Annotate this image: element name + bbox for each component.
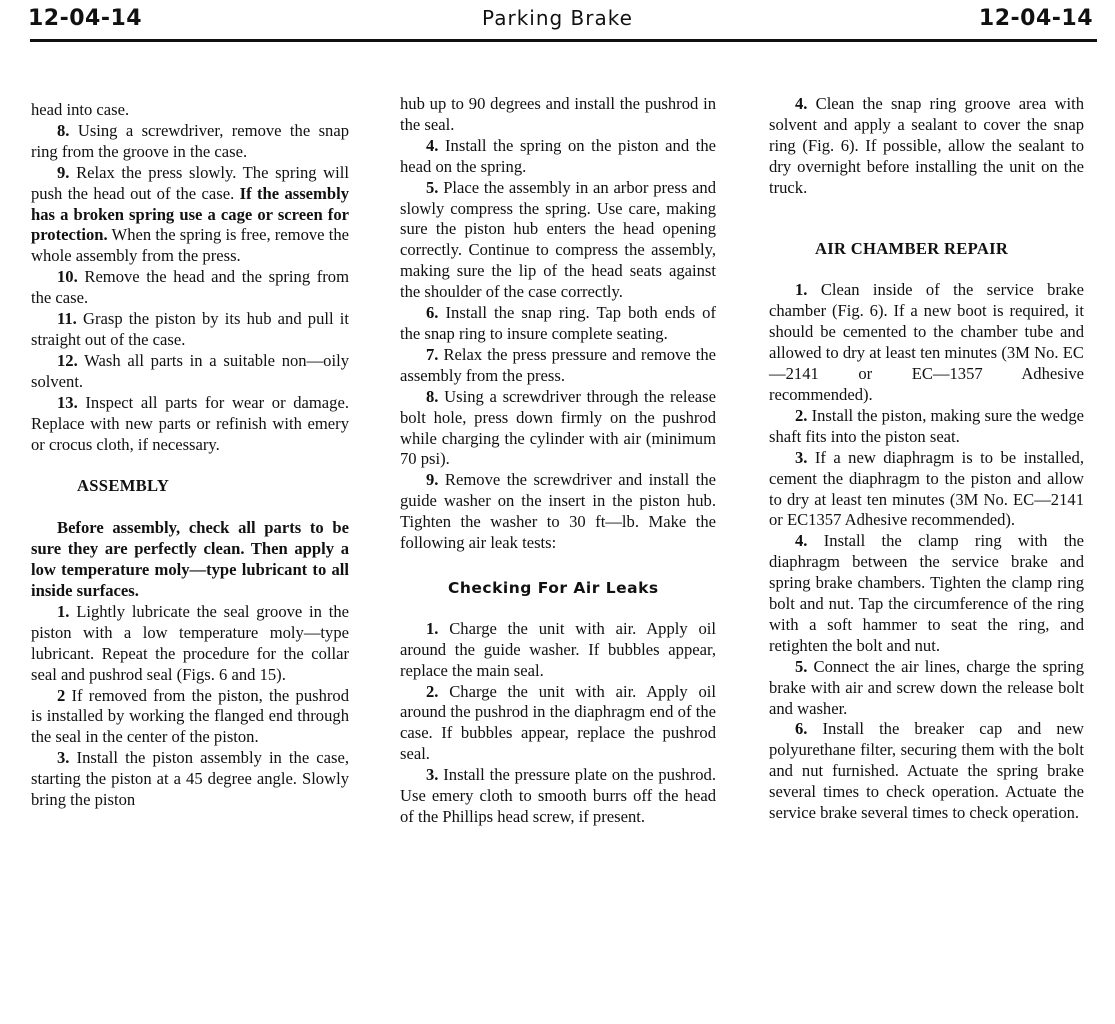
step-number: 8. <box>426 386 439 406</box>
paragraph: hub up to 90 degrees and install the pushrod in the seal. <box>400 94 716 134</box>
step-number: 1. <box>57 601 70 621</box>
assembly-step-8 <box>400 387 716 471</box>
step-text: Install the breaker cap and new polyurethane filter, securing them with the bolt and nut furnished. Actuate the spring brake several times to check operation. Actuate the service brake several times to check operation. <box>769 719 1084 823</box>
header-rule <box>30 39 1097 42</box>
step-number: 5. <box>795 656 808 676</box>
step-number: 9. <box>57 162 70 182</box>
step-number: 4. <box>795 94 808 113</box>
column-2 <box>400 94 716 828</box>
step-text: Relax the press slowly. The spring will push the head out of the case. <box>31 162 349 203</box>
leak-step-2 <box>400 682 716 766</box>
step-text: Lightly lubricate the seal groove in the piston with a low temperature moly—type lubricant. Repeat the procedure for the collar seal and pushrod seal (Figs. 6 and 15). <box>31 601 349 684</box>
warning-text: If the assembly has a broken spring use a cage or screen for protection. <box>31 183 350 245</box>
step-number: 9. <box>426 470 439 490</box>
step-number: 3. <box>795 447 808 467</box>
step-text: Install the spring on the piston and the head on the spring. <box>400 135 716 176</box>
step-text: If removed from the piston, the pushrod is installed by working the flanged end through the seal in the center of the piston. <box>31 685 349 747</box>
assembly-step-1 <box>31 602 349 686</box>
assembly-note: Before assembly, check all parts to be sure they are perfectly clean. Then apply a low temperature moly—type lubricant to all inside surfaces. <box>31 518 349 601</box>
step-number: 5. <box>426 177 439 197</box>
step-number: 6. <box>795 719 808 739</box>
step-13 <box>31 393 349 456</box>
step-text: Clean the snap ring groove area with solvent and apply a sealant to cover the snap ring (Fig. 6). If possible, allow the sealant to dry overnight before installing the unit on the truck. <box>769 94 1084 197</box>
step-text: Install the pressure plate on the pushrod. Use emery cloth to smooth burrs off the head of the Phillips head screw, if present. <box>400 765 716 826</box>
assembly-step-3 <box>31 748 349 811</box>
step-number: 7. <box>426 344 439 364</box>
page-number-right: 12-04-14 <box>978 6 1093 31</box>
subsection-heading-air-leaks: Checking For Air Leaks <box>448 578 659 597</box>
step-number: 4. <box>426 135 439 155</box>
step-9 <box>31 163 349 268</box>
step-number: 1. <box>795 280 808 300</box>
assembly-step-9 <box>400 470 716 554</box>
column-3 <box>769 94 1084 824</box>
step-number: 4. <box>795 531 808 551</box>
step-number: 6. <box>426 303 439 323</box>
step-number: 3. <box>426 765 439 785</box>
repair-step-6 <box>769 719 1084 824</box>
assembly-step-7 <box>400 345 716 387</box>
paragraph: head into case. <box>31 100 130 119</box>
page-title: Parking Brake <box>482 6 633 30</box>
step-number: 2 <box>57 685 66 705</box>
assembly-step-4 <box>400 136 716 178</box>
repair-step-4 <box>769 531 1084 656</box>
assembly-step-2 <box>31 686 349 749</box>
page-number-left: 12-04-14 <box>28 6 143 31</box>
page-header <box>0 0 1115 45</box>
section-heading-assembly: ASSEMBLY <box>77 476 170 496</box>
step-text: Install the clamp ring with the diaphragm between the service brake and spring brake chambers. Tighten the clamp ring bolt and nut. Tap the circumference of the ring with a soft hammer to seat the ring, and retighten the bolt and nut. <box>769 531 1084 655</box>
step-text: Inspect all parts for wear or damage. Replace with new parts or refinish with emery or crocus cloth, if necessary. <box>31 392 349 454</box>
step-number: 2. <box>795 405 808 425</box>
step-text: Charge the unit with air. Apply oil around the guide washer. If bubbles appear, replace the main seal. <box>400 618 716 680</box>
repair-step-5 <box>769 657 1084 720</box>
step-text: Remove the screwdriver and install the guide washer on the insert in the piston hub. Tighten the washer to 30 ft—lb. Make the following air leak tests: <box>400 470 716 553</box>
step-text: If a new diaphragm is to be installed, cement the diaphragm to the piston and allow to dry at least ten minutes (3M No. EC—2141 or EC1357 Adhesive recommended). <box>769 447 1084 530</box>
step-text: Remove the head and the spring from the case. <box>31 267 349 308</box>
leak-step-3 <box>400 765 716 828</box>
assembly-step-5 <box>400 178 716 303</box>
step-10 <box>31 267 349 309</box>
step-text: When the spring is free, remove the whole assembly from the press. <box>31 225 349 266</box>
step-number: 13. <box>57 392 78 412</box>
step-text: Place the assembly in an arbor press and slowly compress the spring. Use care, making sure the piston hub enters the head opening correctly. Continue to compress the assembly, making sure the lip of the head seats against the shoulder of the case correctly. <box>400 177 716 302</box>
step-number: 3. <box>57 748 70 768</box>
section-heading-air-chamber-repair: AIR CHAMBER REPAIR <box>815 238 1009 258</box>
step-text: Relax the press pressure and remove the assembly from the press. <box>400 344 716 385</box>
step-text: Wash all parts in a suitable non—oily solvent. <box>31 350 349 391</box>
step-number: 2. <box>426 681 439 701</box>
step-text: Install the piston, making sure the wedge shaft fits into the piston seat. <box>769 405 1084 446</box>
step-text: Charge the unit with air. Apply oil around the pushrod in the diaphragm end of the case. If bubbles appear, replace the pushrod seal. <box>400 681 716 764</box>
step-number: 11. <box>57 309 77 329</box>
repair-step-1 <box>769 280 1084 405</box>
leak-step-1 <box>400 619 716 682</box>
step-number: 12. <box>57 350 78 370</box>
step-11 <box>31 309 349 351</box>
assembly-step-6 <box>400 303 716 345</box>
step-text: Using a screwdriver, remove the snap ring from the groove in the case. <box>31 120 349 161</box>
step-8 <box>31 121 349 163</box>
step-text: Install the snap ring. Tap both ends of the snap ring to insure complete seating. <box>400 303 716 343</box>
step-number: 8. <box>57 120 70 140</box>
step-text: Clean inside of the service brake chamber (Fig. 6). If a new boot is required, it should be cemented to the chamber tube and allowed to dry at least ten minutes (3M No. EC—2141 or EC—1357 Adhesive recommended). <box>769 280 1084 404</box>
column-1 <box>31 100 349 811</box>
step-number: 10. <box>57 267 78 287</box>
assembly-step-4b <box>769 94 1084 199</box>
step-12 <box>31 351 349 393</box>
step-text: Install the piston assembly in the case, starting the piston at a 45 degree angle. Slowly bring the piston <box>31 748 349 810</box>
repair-step-2 <box>769 406 1084 448</box>
step-text: Grasp the piston by its hub and pull it straight out of the case. <box>31 309 349 349</box>
step-text: Connect the air lines, charge the spring brake with air and screw down the release bolt and washer. <box>769 656 1084 718</box>
step-text: Using a screwdriver through the release bolt hole, press down firmly on the pushrod while charging the cylinder with air (minimum 70 psi). <box>400 386 716 469</box>
repair-step-3 <box>769 448 1084 532</box>
step-number: 1. <box>426 618 439 638</box>
